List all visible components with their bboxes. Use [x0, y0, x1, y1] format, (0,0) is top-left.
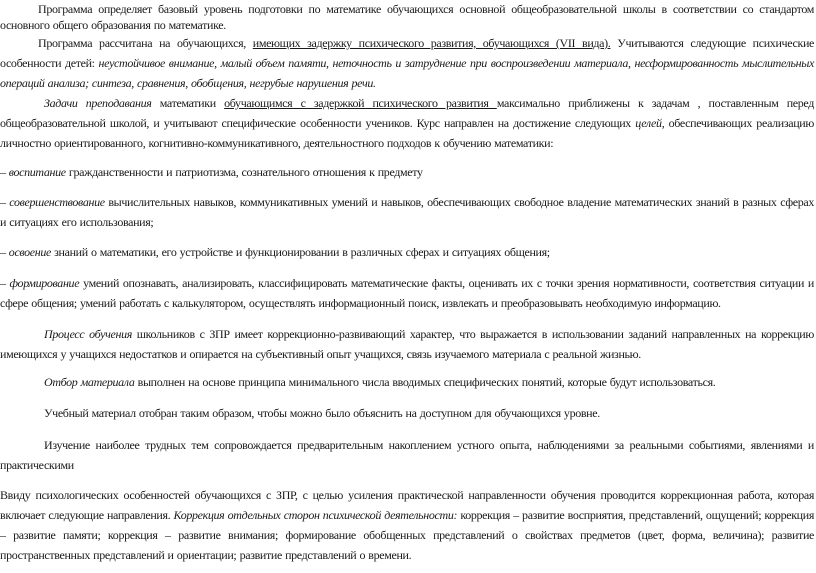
goal-upbringing: [0, 162, 814, 182]
text: Ввиду психологических особенностей обучающихся с ЗПР, с целью усиления практической направленности обучения проводится коррекционная работа, которая включает следующие направления.: [0, 488, 814, 522]
text: максимально приближены к задачам , поставленным перед общеобразовательной школой, и учитывают специфические особенности учеников. Курс направлен на достижение следующих: [0, 96, 814, 130]
text: умений опознавать, анализировать, классифицировать математические факты, оценивать их с точки зрения нормативности, соответствия ситуации и сфере общения; умений работать с калькулятором, осуществлять информационный поиск, извлекать и преобразовывать необходимую информацию.: [0, 276, 814, 310]
underlined-text: имеющих задержку психического развития, обучающихся (VII вида).: [252, 36, 611, 50]
italic-text: Отбор материала: [44, 375, 135, 389]
italic-text: целей: [635, 116, 662, 130]
italic-text: Коррекция отдельных сторон психической деятельности:: [173, 508, 458, 522]
text: гражданственности и патриотизма, сознательного отношения к предмету: [65, 165, 423, 179]
paragraph-target-students: [0, 33, 814, 93]
paragraph-correction-work: [0, 485, 814, 565]
goal-formation: [0, 273, 814, 313]
text: Программа определяет базовый уровень подготовки по математике обучающихся основной общеобразовательной школы в соответствии со стандартом основного общего образования по математике.: [0, 2, 814, 32]
italic-text: – формирование: [0, 276, 80, 290]
paragraph-tasks: [0, 93, 814, 153]
italic-text: – воспитание: [0, 165, 66, 179]
italic-text: – совершенствование: [0, 195, 105, 209]
italic-text: Процесс обучения: [44, 327, 132, 341]
text: Программа рассчитана на обучающихся,: [38, 36, 253, 50]
paragraph-material-selection: [0, 372, 814, 392]
paragraph-difficult-topics: [0, 435, 814, 475]
text: выполнен на основе принципа минимального числа вводимых специфических понятий, которые будут использоваться.: [134, 375, 716, 389]
text: вычислительных навыков, коммуникативных умений и навыков, обеспечивающих свободное владение математических знаний в разных сферах и ситуациях его использования;: [0, 195, 814, 229]
text: Учебный материал отобран таким образом, чтобы можно было объяснить на доступном для обучающихся уровне.: [44, 406, 600, 420]
italic-text: – освоение: [0, 245, 51, 259]
underlined-text: обучающимся с задержкой психического развития: [224, 96, 497, 110]
text: знаний о математики, его устройстве и функционировании в различных сферах и ситуациях общения;: [50, 245, 550, 259]
paragraph-material-level: [0, 403, 814, 423]
text: Учитываются следующие психические особенности детей:: [0, 36, 814, 70]
paragraph-intro: [0, 1, 814, 33]
paragraph-learning-process: [0, 324, 814, 364]
text: школьников с ЗПР имеет коррекционно-развивающий характер, что выражается в использовании заданий направленных на коррекцию имеющихся у учащихся недостатков и опирается на субъективный опыт учащихся, связь изучаемого материала с реальной жизнью.: [0, 327, 814, 361]
text: коррекция – развитие восприятия, представлений, ощущений; коррекция – развитие памяти; коррекция – развитие внимания; формирование обобщенных представлений о свойствах предметов (цвет, форма, величина); развитие пространственных представлений и ориентации; развитие представлений о времени.: [0, 508, 814, 562]
italic-text: неустойчивое внимание, малый объем памяти, неточность и затруднение при воспроизведении материала, несформированность мыслительных операций анализа; синтеза, сравнения, обобщения, негрубые нарушения речи.: [0, 56, 814, 90]
text: Изучение наиболее трудных тем сопровождается предварительным накоплением устного опыта, наблюдениями за реальными событиями, явлениями и практическими: [0, 438, 814, 472]
italic-text: Задачи преподавания: [44, 96, 152, 110]
text: математики: [151, 96, 225, 110]
goal-improvement: [0, 192, 814, 232]
goal-mastering: [0, 242, 814, 262]
text: , обеспечивающих реализацию личностно ориентированного, когнитивно-коммуникативного, деятельностного подходов к обучению математики:: [0, 116, 814, 150]
